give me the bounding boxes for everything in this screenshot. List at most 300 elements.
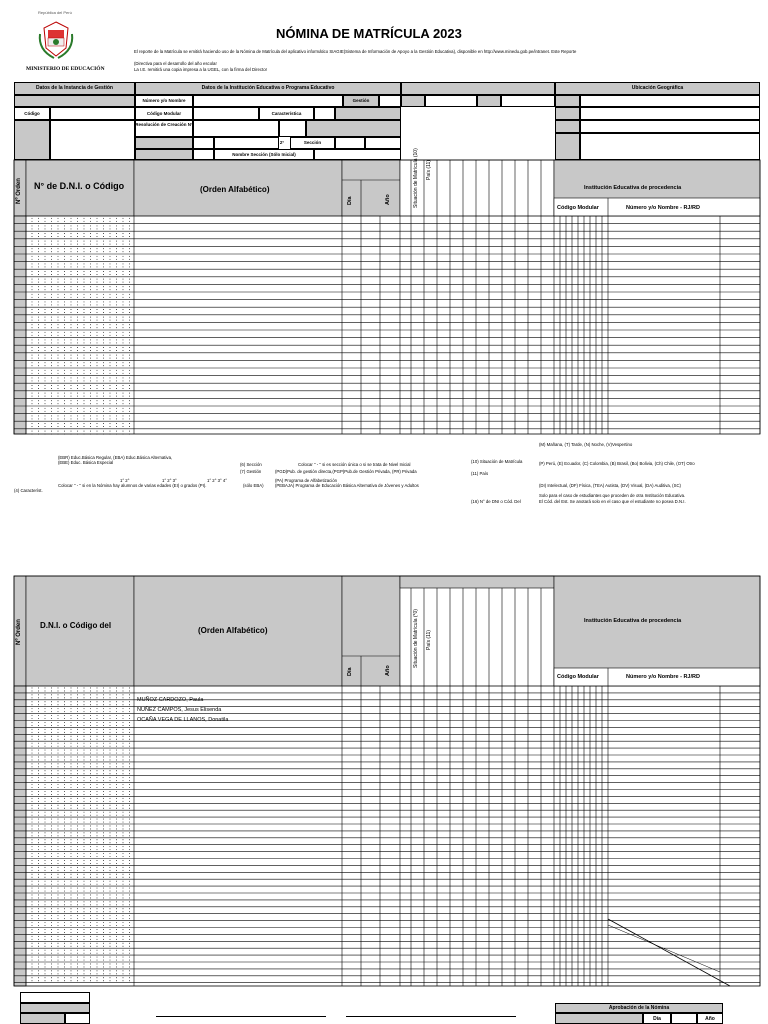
dni-dot: [129, 815, 130, 816]
dni-dot: [116, 294, 117, 295]
dni-dot: [71, 911, 72, 912]
dni-dot: [129, 339, 130, 340]
dni-dot: [77, 739, 78, 740]
dni-dot: [90, 904, 91, 905]
dni-dot: [129, 388, 130, 389]
dni-dot: [32, 708, 33, 709]
dni-dot: [71, 773, 72, 774]
dni-dot: [51, 950, 52, 951]
dni-dot: [32, 777, 33, 778]
dni-dot: [103, 849, 104, 850]
dni-dot: [123, 877, 124, 878]
dni-dot: [129, 773, 130, 774]
dni-dot: [90, 297, 91, 298]
dni-dot: [116, 289, 117, 290]
dni-dot: [103, 289, 104, 290]
dni-dot: [45, 736, 46, 737]
dni-dot: [110, 739, 111, 740]
dni-dot: [110, 396, 111, 397]
dni-dot: [116, 846, 117, 847]
dni-dot: [84, 393, 85, 394]
dni-dot: [38, 829, 39, 830]
dni-dot: [58, 324, 59, 325]
dni-dot: [45, 801, 46, 802]
dni-dot: [103, 694, 104, 695]
dni-dot: [103, 846, 104, 847]
dni-dot: [38, 946, 39, 947]
dni-dot: [116, 808, 117, 809]
dni-dot: [51, 342, 52, 343]
dni-dot: [38, 819, 39, 820]
dni-dot: [64, 718, 65, 719]
dni-dot: [77, 332, 78, 333]
dni-dot: [129, 423, 130, 424]
dni-dot: [58, 279, 59, 280]
dni-dot: [97, 846, 98, 847]
dni-dot: [71, 822, 72, 823]
dni-dot: [77, 248, 78, 249]
dni-dot: [64, 874, 65, 875]
dni-dot: [116, 943, 117, 944]
dni-dot: [58, 842, 59, 843]
dni-dot: [123, 925, 124, 926]
dni-dot: [123, 977, 124, 978]
dni-dot: [45, 415, 46, 416]
legend-line: (PGD)Pub. de gestión directa,(PGP)Pub.de Gestión Privada, (PR) Privada: [275, 469, 417, 474]
student-name: MUÑOZ CARDOZO, Paula: [137, 697, 204, 703]
dni-dot: [64, 867, 65, 868]
dni-dot: [64, 798, 65, 799]
dni-dot: [84, 431, 85, 432]
dni-dot: [64, 777, 65, 778]
dni-dot: [116, 819, 117, 820]
dni-dot: [45, 396, 46, 397]
dni-dot: [84, 225, 85, 226]
dni-dot: [38, 221, 39, 222]
dni-dot: [103, 274, 104, 275]
dni-dot: [71, 801, 72, 802]
dni-dot: [77, 377, 78, 378]
dni-dot: [129, 794, 130, 795]
dni-dot: [103, 408, 104, 409]
dni-dot: [97, 373, 98, 374]
dni-dot: [129, 309, 130, 310]
dni-dot: [58, 829, 59, 830]
dni-dot: [64, 688, 65, 689]
dni-dot: [58, 849, 59, 850]
dni-dot: [129, 725, 130, 726]
dni-dot: [110, 819, 111, 820]
dni-dot: [64, 970, 65, 971]
dni-dot: [90, 856, 91, 857]
dni-dot: [129, 891, 130, 892]
dni-dot: [71, 691, 72, 692]
dni-dot: [116, 373, 117, 374]
dni-dot: [51, 915, 52, 916]
dni-dot: [116, 282, 117, 283]
dni-dot: [110, 426, 111, 427]
dni-dot: [71, 688, 72, 689]
dni-dot: [45, 388, 46, 389]
dni-dot: [116, 266, 117, 267]
dni-dot: [84, 939, 85, 940]
dni-dot: [38, 898, 39, 899]
dni-dot: [51, 411, 52, 412]
dni-dot: [116, 263, 117, 264]
dni-dot: [84, 898, 85, 899]
dni-dot: [116, 365, 117, 366]
dni-dot: [123, 426, 124, 427]
dni-dot: [90, 953, 91, 954]
dni-dot: [58, 967, 59, 968]
dni-dot: [38, 939, 39, 940]
dni-dot: [64, 377, 65, 378]
dni-dot: [45, 350, 46, 351]
dni-dot: [51, 251, 52, 252]
dni-dot: [116, 739, 117, 740]
dni-dot: [32, 377, 33, 378]
dni-dot: [58, 263, 59, 264]
dni-dot: [71, 725, 72, 726]
dni-dot: [71, 350, 72, 351]
dni-dot: [129, 426, 130, 427]
dni-dot: [32, 891, 33, 892]
dni-dot: [58, 856, 59, 857]
dni-dot: [38, 691, 39, 692]
dni-dot: [71, 898, 72, 899]
dni-dot: [77, 867, 78, 868]
dni-dot: [123, 370, 124, 371]
dni-dot: [51, 805, 52, 806]
dni-dot: [123, 973, 124, 974]
dni-dot: [58, 763, 59, 764]
dni-dot: [32, 271, 33, 272]
dni-dot: [110, 339, 111, 340]
caracteristica-label: Característica: [271, 111, 302, 116]
dni-dot: [90, 355, 91, 356]
dni-dot: [123, 891, 124, 892]
dni-dot: [38, 760, 39, 761]
dni-dot: [103, 297, 104, 298]
dni-dot: [97, 849, 98, 850]
dni-dot: [84, 877, 85, 878]
dni-dot: [103, 388, 104, 389]
dni-dot: [90, 960, 91, 961]
dni-dot: [116, 339, 117, 340]
dni-dot: [103, 856, 104, 857]
dni-dot: [71, 347, 72, 348]
dni-dot: [45, 320, 46, 321]
dni-dot: [45, 839, 46, 840]
dni-dot: [116, 842, 117, 843]
dni-dot: [38, 218, 39, 219]
dni-dot: [77, 805, 78, 806]
dni-dot: [71, 380, 72, 381]
dni-dot: [71, 805, 72, 806]
dni-dot: [51, 704, 52, 705]
dni-dot: [97, 266, 98, 267]
dni-dot: [97, 812, 98, 813]
dni-dot: [38, 846, 39, 847]
dni-dot: [84, 704, 85, 705]
dni-dot: [64, 350, 65, 351]
dni-dot: [103, 221, 104, 222]
dni-dot: [58, 362, 59, 363]
dni-dot: [84, 403, 85, 404]
dni-dot: [64, 870, 65, 871]
dni-dot: [129, 780, 130, 781]
dni-dot: [45, 832, 46, 833]
dni-dot: [116, 839, 117, 840]
dni-dot: [38, 370, 39, 371]
dni-dot: [51, 946, 52, 947]
dni-dot: [129, 770, 130, 771]
dni-dot: [71, 259, 72, 260]
dni-dot: [64, 953, 65, 954]
dni-dot: [123, 787, 124, 788]
dni-dot: [64, 950, 65, 951]
dni-dot: [32, 950, 33, 951]
dni-dot: [97, 271, 98, 272]
dni-dot: [90, 819, 91, 820]
dni-dot: [110, 784, 111, 785]
dni-dot: [77, 794, 78, 795]
dni-dot: [32, 393, 33, 394]
dni-dot: [32, 881, 33, 882]
dni-dot: [103, 739, 104, 740]
dni-dot: [129, 918, 130, 919]
dni-dot: [77, 777, 78, 778]
dni-dot: [103, 822, 104, 823]
dni-dot: [97, 701, 98, 702]
dni-dot: [38, 794, 39, 795]
dni-dot: [58, 743, 59, 744]
dni-dot: [110, 842, 111, 843]
dni-dot: [90, 729, 91, 730]
dni-dot: [103, 842, 104, 843]
dni-dot: [38, 977, 39, 978]
dni-dot: [129, 901, 130, 902]
dni-dot: [64, 901, 65, 902]
dni-dot: [71, 294, 72, 295]
dni-dot: [103, 729, 104, 730]
dni-dot: [84, 691, 85, 692]
dni-dot: [103, 259, 104, 260]
dni-dot: [32, 874, 33, 875]
dni-dot: [45, 312, 46, 313]
dni-dot: [58, 715, 59, 716]
dni-dot: [64, 842, 65, 843]
dni-dot: [45, 895, 46, 896]
dni-dot: [84, 946, 85, 947]
dni-dot: [110, 388, 111, 389]
dni-dot: [38, 342, 39, 343]
dni-dot: [84, 236, 85, 237]
dni-dot: [90, 808, 91, 809]
dni-dot: [77, 842, 78, 843]
dni-dot: [116, 259, 117, 260]
dni-dot: [90, 973, 91, 974]
dni-dot: [97, 377, 98, 378]
dni-dot: [64, 922, 65, 923]
dni-dot: [32, 936, 33, 937]
dni-dot: [129, 863, 130, 864]
dni-dot: [51, 860, 52, 861]
dni-dot: [38, 297, 39, 298]
dni-dot: [58, 251, 59, 252]
dni-dot: [84, 766, 85, 767]
dni-dot: [97, 332, 98, 333]
dni-dot: [71, 884, 72, 885]
dni-dot: [38, 891, 39, 892]
dni-dot: [64, 304, 65, 305]
dni-dot: [84, 911, 85, 912]
dni-dot: [58, 757, 59, 758]
dni-dot: [77, 221, 78, 222]
dni-dot: [84, 358, 85, 359]
dni-dot: [38, 324, 39, 325]
dni-dot: [58, 729, 59, 730]
dni-dot: [90, 335, 91, 336]
dni-dot: [123, 939, 124, 940]
dni-dot: [129, 282, 130, 283]
dni-dot: [32, 739, 33, 740]
dni-dot: [38, 812, 39, 813]
dni-dot: [84, 950, 85, 951]
dni-dot: [129, 385, 130, 386]
dni-dot: [32, 901, 33, 902]
dni-dot: [64, 385, 65, 386]
dni-dot: [116, 431, 117, 432]
dni-dot: [38, 895, 39, 896]
dni-dot: [123, 895, 124, 896]
dni-dot: [77, 396, 78, 397]
dni-dot: [51, 967, 52, 968]
dni-dot: [71, 936, 72, 937]
dni-dot: [123, 835, 124, 836]
dni-dot: [71, 787, 72, 788]
t2-nombre-header: (Orden Alfabético): [198, 626, 268, 635]
dni-dot: [110, 929, 111, 930]
dni-dot: [90, 950, 91, 951]
dni-dot: [123, 763, 124, 764]
dni-dot: [32, 939, 33, 940]
dni-dot: [116, 829, 117, 830]
dni-dot: [64, 335, 65, 336]
dni-dot: [90, 294, 91, 295]
dni-dot: [64, 915, 65, 916]
dni-dot: [103, 418, 104, 419]
dni-dot: [38, 233, 39, 234]
dni-dot: [38, 423, 39, 424]
dni-dot: [38, 279, 39, 280]
dni-dot: [38, 915, 39, 916]
dni-dot: [90, 812, 91, 813]
dni-dot: [51, 746, 52, 747]
dni-dot: [45, 701, 46, 702]
dni-dot: [84, 853, 85, 854]
nombre-seccion-label: Nombre Sección (Sólo Inicial): [232, 152, 296, 157]
dni-dot: [116, 849, 117, 850]
dni-dot: [45, 746, 46, 747]
dni-dot: [71, 694, 72, 695]
dni-dot: [58, 908, 59, 909]
dni-dot: [45, 294, 46, 295]
dni-dot: [45, 218, 46, 219]
dni-dot: [84, 819, 85, 820]
dni-dot: [116, 856, 117, 857]
dni-dot: [32, 335, 33, 336]
dni-dot: [97, 904, 98, 905]
dni-dot: [32, 743, 33, 744]
dni-dot: [45, 964, 46, 965]
dni-dot: [71, 388, 72, 389]
dni-dot: [32, 770, 33, 771]
dni-dot: [90, 798, 91, 799]
dni-dot: [103, 228, 104, 229]
dni-dot: [45, 891, 46, 892]
dni-dot: [58, 801, 59, 802]
dni-dot: [116, 248, 117, 249]
dni-dot: [110, 259, 111, 260]
dni-dot: [38, 708, 39, 709]
dni-dot: [45, 763, 46, 764]
dni-dot: [90, 822, 91, 823]
dni-dot: [116, 911, 117, 912]
dni-dot: [129, 808, 130, 809]
dni-dot: [110, 884, 111, 885]
dni-dot: [51, 760, 52, 761]
dni-dot: [123, 725, 124, 726]
dni-dot: [84, 904, 85, 905]
dni-dot: [45, 403, 46, 404]
dni-dot: [58, 918, 59, 919]
dni-dot: [38, 881, 39, 882]
dni-dot: [103, 426, 104, 427]
dni-dot: [77, 251, 78, 252]
dni-dot: [38, 403, 39, 404]
dni-dot: [77, 403, 78, 404]
dni-dot: [110, 970, 111, 971]
dni-dot: [45, 380, 46, 381]
dni-dot: [77, 342, 78, 343]
dni-dot: [97, 936, 98, 937]
dni-dot: [110, 950, 111, 951]
dni-dot: [84, 953, 85, 954]
dni-dot: [84, 970, 85, 971]
dni-dot: [110, 808, 111, 809]
dni-dot: [58, 760, 59, 761]
dni-dot: [58, 228, 59, 229]
dni-dot: [103, 339, 104, 340]
dni-dot: [32, 846, 33, 847]
dni-dot: [129, 929, 130, 930]
dni-dot: [51, 385, 52, 386]
dni-dot: [77, 294, 78, 295]
dni-dot: [116, 743, 117, 744]
dni-dot: [77, 822, 78, 823]
dni-dot: [38, 241, 39, 242]
dni-dot: [77, 736, 78, 737]
dni-dot: [90, 743, 91, 744]
dni-dot: [116, 973, 117, 974]
dni-dot: [84, 964, 85, 965]
dni-dot: [97, 943, 98, 944]
dni-dot: [77, 835, 78, 836]
dni-dot: [45, 967, 46, 968]
dni-dot: [110, 946, 111, 947]
dni-dot: [71, 904, 72, 905]
